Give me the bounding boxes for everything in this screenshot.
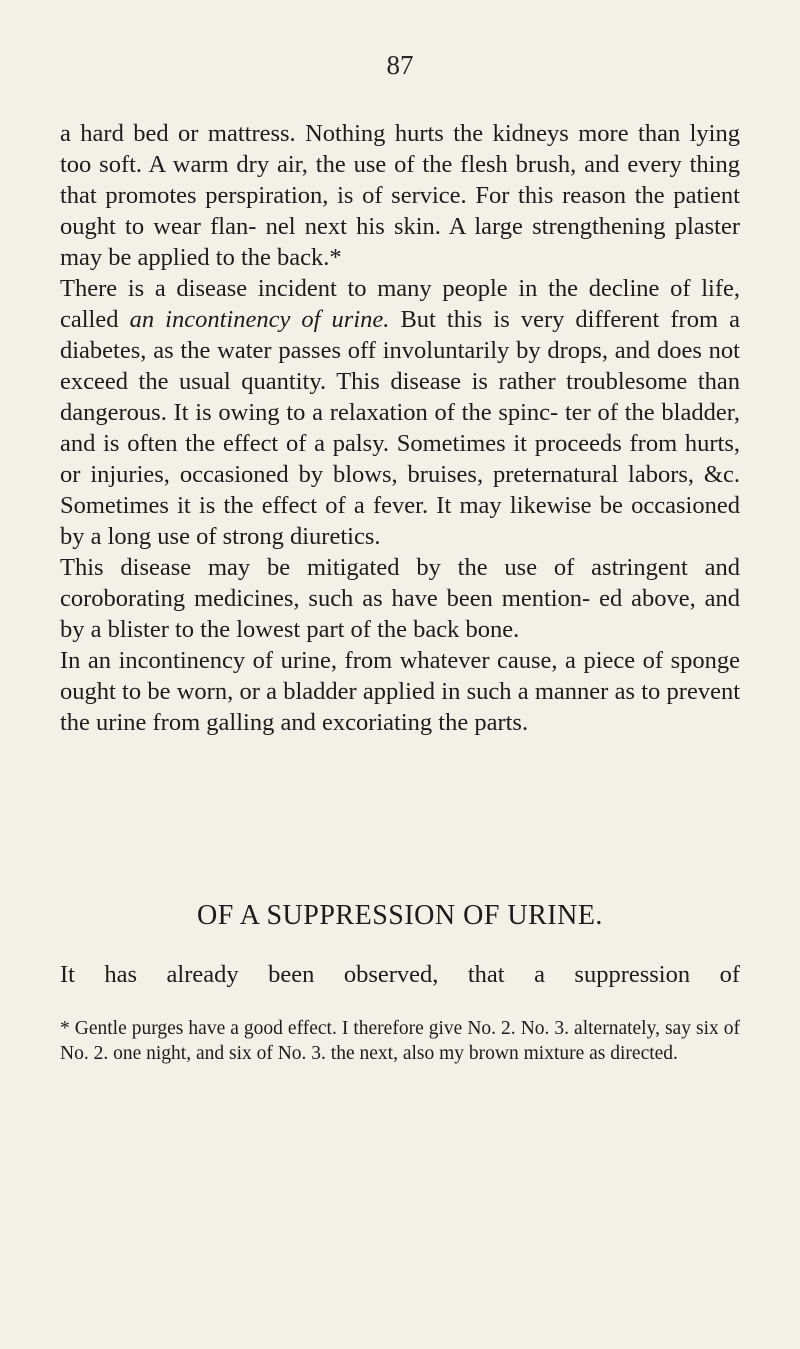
main-text xyxy=(60,118,740,738)
section-heading: OF A SUPPRESSION OF URINE. xyxy=(197,900,603,931)
footnote xyxy=(60,1016,740,1066)
paragraph-kidneys: a hard bed or mattress. Nothing hurts the kidneys more than lying too soft. A warm dry air, the use of the flesh brush, and every thing that promotes perspiration, is of service. For this reason the patient ought to wear flan- nel next his skin. A large strengthening plaster may be applied to the back.* xyxy=(60,120,740,271)
section-opening-line: It has already been observed, that a suppression of xyxy=(60,961,740,988)
paragraph-incontinency xyxy=(60,273,740,552)
footnote-text: * Gentle purges have a good effect. I therefore give No. 2. No. 3. alternately, say six of No. 2. one night, and six of No. 3. the next, also my brown mixture as directed. xyxy=(60,1018,740,1064)
page-number: 87 xyxy=(386,50,414,80)
paragraph-sponge: In an incontinency of urine, from whatever cause, a piece of sponge ought to be worn, or a bladder applied in such a manner as to prevent the urine from galling and excoriating the parts. xyxy=(60,647,740,736)
italic-term: an incontinency of urine. xyxy=(129,306,390,333)
paragraph-incontinency-intro: There is a disease incident to many people in the decline of life, called xyxy=(60,275,740,333)
paragraph-mitigation: This disease may be mitigated by the use of astringent and coroborating medicines, such as have been mention- ed above, and by a blister to the lowest part of the back bone. xyxy=(60,554,740,643)
paragraph-incontinency-rest: But this is very different from a diabetes, as the water passes off involuntarily by drops, and does not exceed the usual quantity. This disease is rather troublesome than dangerous. It is owing to a relaxation of the spinc- ter of the bladder, and is often the effect of a palsy. Sometimes it proceeds from hurts, or injuries, occasioned by blows, bruises, preternatural labors, &c. Sometimes it is the effect of a fever. It may likewise be occasioned by a long use of strong diuretics. xyxy=(60,306,740,550)
